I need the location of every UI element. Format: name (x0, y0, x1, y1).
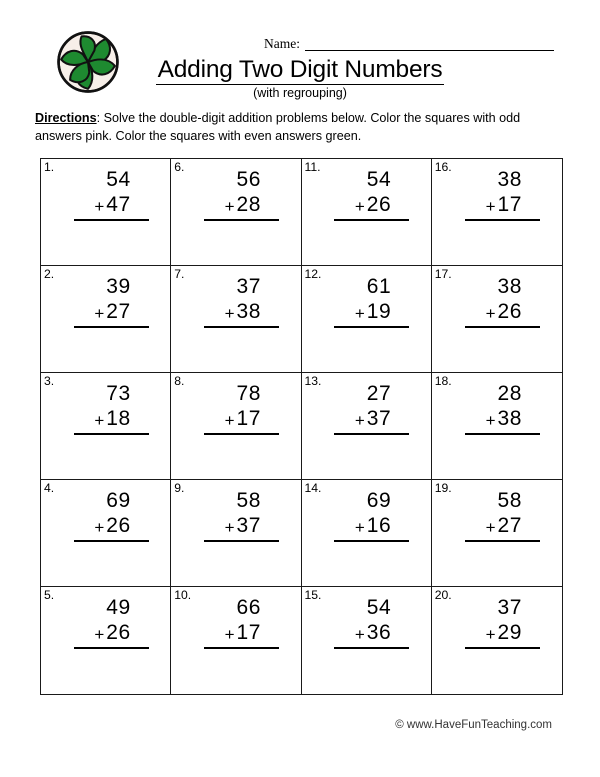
plus-operator: + (94, 625, 105, 644)
plus-operator: + (224, 304, 235, 323)
problem-body (41, 488, 170, 542)
problem-cell[interactable] (432, 587, 562, 694)
addend-bottom: 38 (236, 300, 261, 323)
addend-bottom: 18 (106, 407, 131, 430)
answer-rule (465, 433, 540, 435)
addend-top: 54 (106, 168, 131, 191)
addend-bottom: 37 (366, 407, 392, 430)
answer-rule (74, 540, 149, 542)
addend-top: 69 (366, 489, 392, 512)
addend-bottom-row (323, 513, 409, 538)
problem-cell[interactable] (302, 373, 432, 480)
problem-number: 6. (174, 160, 185, 174)
problem-number: 3. (44, 374, 55, 388)
addend-bottom-row (454, 513, 540, 538)
addend-top: 61 (366, 275, 392, 298)
plus-operator: + (354, 411, 365, 430)
problem-cell[interactable] (171, 266, 301, 373)
addend-bottom-row (63, 299, 149, 324)
directions-separator: : (96, 111, 104, 125)
page-title (0, 56, 600, 85)
plus-operator: + (94, 518, 105, 537)
problem-body (432, 274, 562, 328)
plus-operator: + (485, 518, 496, 537)
problem-body (432, 595, 562, 649)
answer-rule (74, 647, 149, 649)
problem-cell[interactable] (432, 480, 562, 587)
addend-bottom: 26 (106, 621, 131, 644)
addend-top: 38 (497, 168, 522, 191)
addition-stack (323, 274, 409, 328)
answer-rule (74, 433, 149, 435)
addend-bottom: 26 (497, 300, 522, 323)
addend-bottom: 17 (236, 621, 261, 644)
problem-cell[interactable] (302, 159, 432, 266)
addend-top: 28 (497, 382, 522, 405)
problem-body (171, 381, 300, 435)
addition-stack (323, 381, 409, 435)
addition-stack (454, 595, 540, 649)
problem-cell[interactable] (171, 159, 301, 266)
page-title-text: Adding Two Digit Numbers (157, 56, 443, 83)
addend-bottom: 17 (497, 193, 522, 216)
addend-bottom: 28 (236, 193, 261, 216)
answer-rule (204, 433, 279, 435)
problem-number: 11. (304, 160, 321, 174)
problem-body (302, 167, 431, 221)
addend-top: 54 (366, 168, 392, 191)
addend-top: 39 (106, 275, 131, 298)
addition-stack (63, 381, 149, 435)
plus-operator: + (354, 304, 365, 323)
problem-body (41, 381, 170, 435)
directions-label: Directions (35, 111, 97, 125)
plus-operator: + (94, 411, 105, 430)
addend-top: 38 (497, 275, 522, 298)
problem-body (302, 488, 431, 542)
problem-number: 10. (174, 588, 192, 602)
problem-number: 1. (44, 160, 55, 174)
footer-credit: © www.HaveFunTeaching.com (395, 719, 552, 731)
answer-rule (334, 647, 409, 649)
addend-bottom-row (454, 406, 540, 431)
problem-cell[interactable] (432, 266, 562, 373)
addition-stack (454, 488, 540, 542)
name-label: Name: (264, 36, 300, 51)
addend-top: 37 (236, 275, 261, 298)
addition-stack (193, 488, 279, 542)
addend-top: 37 (497, 596, 522, 619)
problem-cell[interactable] (302, 480, 432, 587)
plus-operator: + (94, 197, 105, 216)
plus-operator: + (485, 304, 496, 323)
problem-number: 19. (434, 481, 452, 495)
addend-bottom: 19 (366, 300, 392, 323)
problem-number: 13. (304, 374, 322, 388)
answer-rule (465, 326, 540, 328)
plus-operator: + (224, 411, 235, 430)
problem-body (302, 274, 431, 328)
addend-top: 66 (236, 596, 261, 619)
addend-top: 54 (366, 596, 392, 619)
addition-stack (63, 274, 149, 328)
problem-number: 18. (434, 374, 452, 388)
problem-body (302, 595, 431, 649)
directions-text: Solve the double-digit addition problems below. Color the squares with odd answers pink. Color the squares with even answers green. (35, 111, 521, 143)
problem-number: 14. (304, 481, 322, 495)
addend-bottom-row (63, 620, 149, 645)
problem-number: 20. (434, 588, 452, 602)
answer-rule (334, 433, 409, 435)
plus-operator: + (485, 411, 496, 430)
answer-rule (74, 326, 149, 328)
problem-body (432, 381, 562, 435)
addend-bottom: 36 (366, 621, 392, 644)
addition-stack (323, 595, 409, 649)
problem-cell[interactable] (41, 480, 171, 587)
answer-rule (204, 326, 279, 328)
problem-grid (40, 158, 563, 695)
addend-bottom-row (193, 513, 279, 538)
problem-number: 15. (304, 588, 322, 602)
problem-number: 2. (44, 267, 55, 281)
answer-rule (334, 219, 409, 221)
addition-stack (193, 167, 279, 221)
addition-stack (63, 167, 149, 221)
problem-number: 16. (434, 160, 452, 174)
name-input-line[interactable] (305, 37, 554, 51)
problem-cell[interactable] (302, 587, 432, 694)
addend-top: 73 (106, 382, 131, 405)
problem-body (41, 274, 170, 328)
problem-cell[interactable] (41, 266, 171, 373)
problem-cell[interactable] (302, 266, 432, 373)
addend-bottom: 27 (106, 300, 131, 323)
plus-operator: + (354, 518, 365, 537)
directions-block (35, 110, 563, 145)
addend-top: 78 (236, 382, 261, 405)
addition-stack (193, 381, 279, 435)
addend-bottom-row (323, 192, 409, 217)
problem-number: 8. (174, 374, 185, 388)
page-subtitle: (with regrouping) (253, 86, 347, 100)
addition-stack (193, 274, 279, 328)
problem-body (171, 167, 300, 221)
plus-operator: + (94, 304, 105, 323)
addend-bottom-row (323, 299, 409, 324)
answer-rule (204, 219, 279, 221)
addend-bottom-row (323, 406, 409, 431)
addend-top: 69 (106, 489, 131, 512)
answer-rule (465, 647, 540, 649)
problem-body (302, 381, 431, 435)
answer-rule (204, 540, 279, 542)
plus-operator: + (354, 625, 365, 644)
answer-rule (204, 647, 279, 649)
name-field-row (264, 31, 554, 51)
addend-bottom-row (63, 513, 149, 538)
plus-operator: + (224, 518, 235, 537)
plus-operator: + (224, 197, 235, 216)
addend-top: 49 (106, 596, 131, 619)
addend-top: 56 (236, 168, 261, 191)
problem-cell[interactable] (432, 159, 562, 266)
plus-operator: + (485, 197, 496, 216)
addend-bottom-row (63, 406, 149, 431)
problem-body (432, 167, 562, 221)
problem-number: 5. (44, 588, 55, 602)
addition-stack (193, 595, 279, 649)
addend-bottom-row (193, 620, 279, 645)
addend-bottom-row (454, 299, 540, 324)
problem-number: 7. (174, 267, 185, 281)
problem-cell[interactable] (171, 480, 301, 587)
plus-operator: + (354, 197, 365, 216)
addition-stack (63, 595, 149, 649)
problem-number: 17. (434, 267, 452, 281)
addend-bottom: 47 (106, 193, 131, 216)
addend-bottom: 38 (497, 407, 522, 430)
answer-rule (334, 540, 409, 542)
addend-bottom-row (193, 192, 279, 217)
addition-stack (454, 274, 540, 328)
problem-cell[interactable] (171, 373, 301, 480)
problem-body (432, 488, 562, 542)
answer-rule (465, 540, 540, 542)
addend-top: 27 (366, 382, 392, 405)
addend-bottom: 17 (236, 407, 261, 430)
problem-body (41, 595, 170, 649)
problem-number: 9. (174, 481, 185, 495)
addend-top: 58 (497, 489, 522, 512)
addend-bottom: 16 (366, 514, 392, 537)
problem-cell[interactable] (41, 587, 171, 694)
answer-rule (74, 219, 149, 221)
problem-number: 12. (304, 267, 322, 281)
addend-bottom-row (63, 192, 149, 217)
addend-top: 58 (236, 489, 261, 512)
addend-bottom: 29 (497, 621, 522, 644)
addend-bottom-row (193, 406, 279, 431)
addend-bottom: 26 (366, 193, 392, 216)
problem-body (171, 274, 300, 328)
addend-bottom-row (323, 620, 409, 645)
addition-stack (454, 381, 540, 435)
addend-bottom: 26 (106, 514, 131, 537)
worksheet-header (0, 0, 600, 104)
problem-body (171, 595, 300, 649)
problem-body (41, 167, 170, 221)
plus-operator: + (224, 625, 235, 644)
addition-stack (323, 488, 409, 542)
addend-bottom: 37 (236, 514, 261, 537)
problem-number: 4. (44, 481, 55, 495)
plus-operator: + (485, 625, 496, 644)
answer-rule (334, 326, 409, 328)
addition-stack (63, 488, 149, 542)
addend-bottom-row (454, 192, 540, 217)
problem-cell[interactable] (432, 373, 562, 480)
addend-bottom-row (454, 620, 540, 645)
addition-stack (454, 167, 540, 221)
addition-stack (323, 167, 409, 221)
addend-bottom: 27 (497, 514, 522, 537)
problem-body (171, 488, 300, 542)
problem-cell[interactable] (171, 587, 301, 694)
answer-rule (465, 219, 540, 221)
problem-cell[interactable] (41, 373, 171, 480)
problem-cell[interactable] (41, 159, 171, 266)
addend-bottom-row (193, 299, 279, 324)
